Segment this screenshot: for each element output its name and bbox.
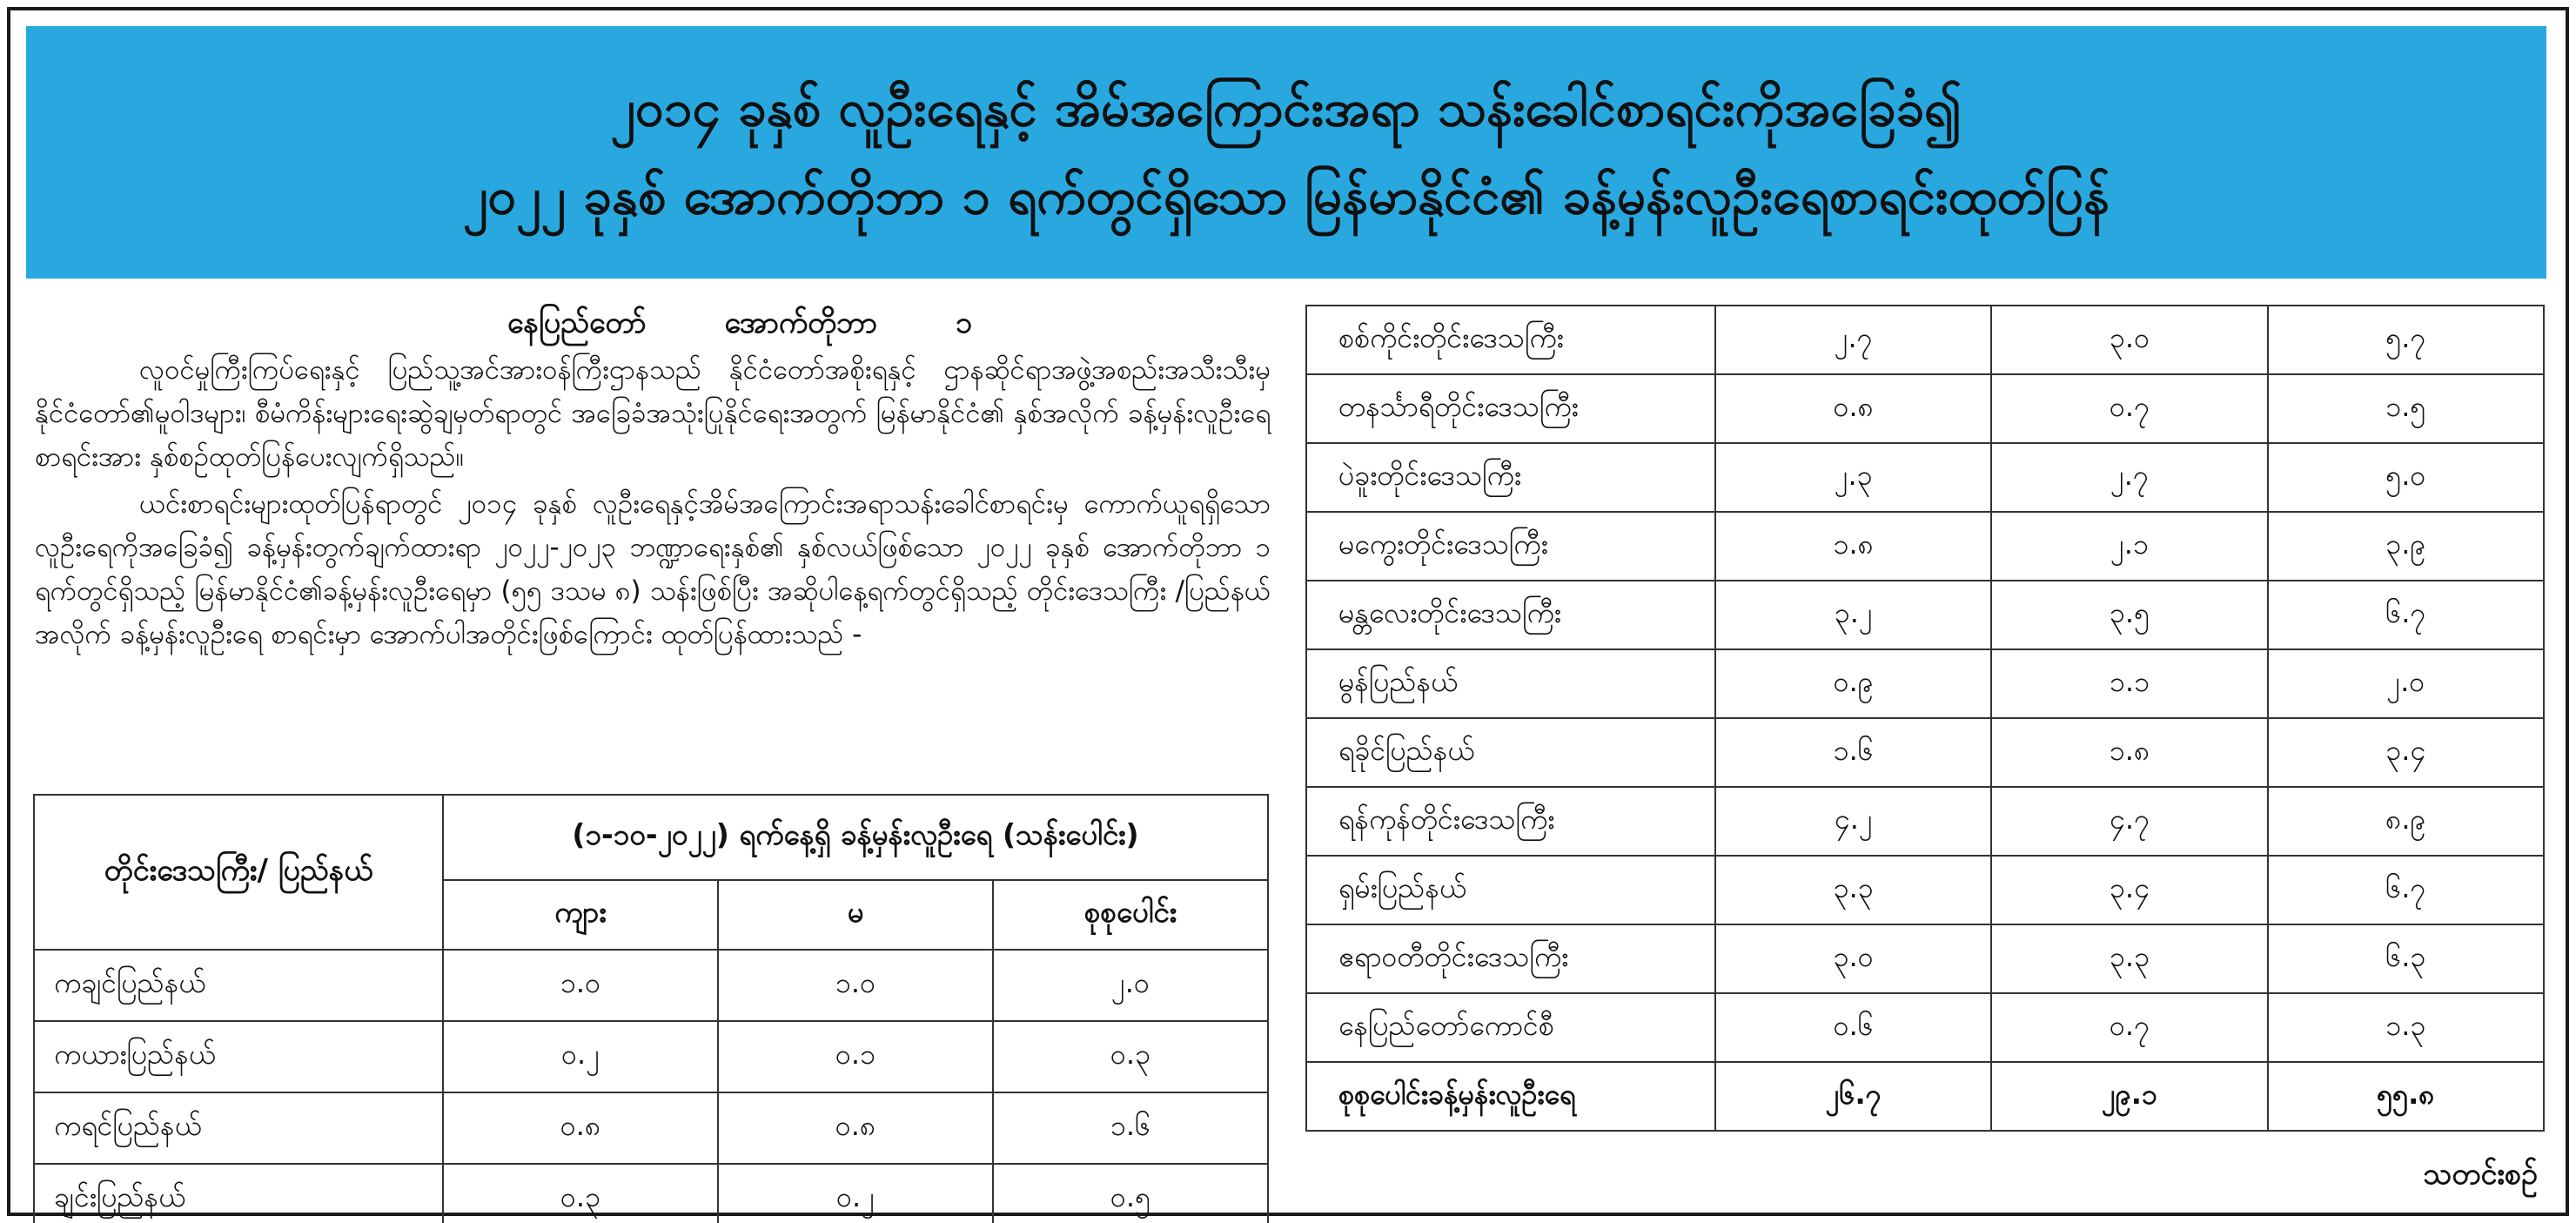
female-value: ၂.၇ bbox=[1991, 443, 2267, 512]
female-value: ၃.၀ bbox=[1991, 306, 2267, 374]
female-column-header: မ bbox=[718, 880, 993, 950]
male-value: ၁.၆ bbox=[1715, 718, 1991, 787]
total-row bbox=[1306, 1062, 2544, 1131]
table-row bbox=[1306, 787, 2544, 856]
byline: သတင်းစဉ် bbox=[2423, 1157, 2538, 1192]
region-name: ဧရာဝတီတိုင်းဒေသကြီး bbox=[1306, 924, 1715, 993]
region-name: ပဲခူးတိုင်းဒေသကြီး bbox=[1306, 443, 1715, 512]
table-row bbox=[1306, 649, 2544, 718]
male-value: ၂.၃ bbox=[1715, 443, 1991, 512]
total-male-value: ၂၆.၇ bbox=[1715, 1062, 1991, 1131]
total-value: ၃.၄ bbox=[2268, 718, 2544, 787]
dateline bbox=[35, 305, 1271, 345]
total-value: ၈.၉ bbox=[2268, 787, 2544, 856]
female-value: ၃.၄ bbox=[1991, 856, 2267, 924]
dateline-place: နေပြည်တော် bbox=[506, 305, 647, 340]
female-value: ၃.၅ bbox=[1991, 581, 2267, 649]
table-row bbox=[1306, 924, 2544, 993]
total-value: ၅.၀ bbox=[2268, 443, 2544, 512]
region-column-header: တိုင်းဒေသကြီး/ ပြည်နယ် bbox=[34, 795, 443, 950]
region-name: ကချင်ပြည်နယ် bbox=[34, 950, 443, 1021]
female-value: ၁.၁ bbox=[1991, 649, 2267, 718]
male-value: ၀.၈ bbox=[443, 1092, 718, 1164]
table-row bbox=[1306, 581, 2544, 649]
male-column-header: ကျား bbox=[443, 880, 718, 950]
region-name: မန္တလေးတိုင်းဒေသကြီး bbox=[1306, 581, 1715, 649]
region-name: ကယားပြည်နယ် bbox=[34, 1021, 443, 1092]
female-value: ၀.၇ bbox=[1991, 993, 2267, 1062]
table-header-row bbox=[34, 795, 1268, 880]
table-row bbox=[1306, 993, 2544, 1062]
table-row bbox=[1306, 512, 2544, 581]
male-value: ၁.၀ bbox=[443, 950, 718, 1021]
grand-total-value: ၅၅.၈ bbox=[2268, 1062, 2544, 1131]
female-value: ၁.၀ bbox=[718, 950, 993, 1021]
female-value: ၄.၇ bbox=[1991, 787, 2267, 856]
region-name: မကွေးတိုင်းဒေသကြီး bbox=[1306, 512, 1715, 581]
total-value: ၂.၀ bbox=[2268, 649, 2544, 718]
region-name: နေပြည်တော်ကောင်စီ bbox=[1306, 993, 1715, 1062]
region-name: မွန်ပြည်နယ် bbox=[1306, 649, 1715, 718]
paragraph-2: ယင်းစာရင်းများထုတ်ပြန်ရာတွင် ၂၀၁၄ ခုနှစ် လူဦးရေနှင့်အိမ်အကြောင်းအရာသန်းခေါင်စာရင်းမှ ကောက်ယူရရှိသော လူဦးရေကိုအခြေခံ၍ ခန့်မှန်းတွက်ချက်ထားရာ ၂၀၂၂-၂၀၂၃ ဘဏ္ဍာရေးနှစ်၏ နှစ်လယ်ဖြစ်သော ၂၀၂၂ ခုနှစ် အောက်တိုဘာ ၁ ရက်တွင်ရှိသည့် မြန်မာနိုင်ငံ၏ခန့်မှန်းလူဦးရေမှာ (၅၅ ဒသမ ၈) သန်းဖြစ်ပြီး အဆိုပါနေ့ရက်တွင်ရှိသည့် တိုင်းဒေသကြီး /ပြည်နယ်အလိုက် ခန့်မှန်းလူဦးရေ စာရင်းမှာ အောက်ပါအတိုင်းဖြစ်ကြောင်း ထုတ်ပြန်ထားသည် - bbox=[35, 488, 1271, 650]
paragraph-1: လူဝင်မှုကြီးကြပ်ရေးနှင့် ပြည်သူ့အင်အားဝန်ကြီးဌာနသည် နိုင်ငံတော်အစိုးရနှင့် ဌာနဆိုင်ရာအဖွဲ့အစည်းအသီးသီးမှ နိုင်ငံတော်၏မူဝါဒများ၊ စီမံကိန်းများရေးဆွဲချမှတ်ရာတွင် အခြေခံအသုံးပြုနိုင်ရေးအတွက် မြန်မာနိုင်ငံ၏ နှစ်အလိုက် ခန့်မှန်းလူဦးရေစာရင်းအား နှစ်စဉ်ထုတ်ပြန်ပေးလျက်ရှိသည်။ bbox=[35, 354, 1271, 473]
region-name: ချင်းပြည်နယ် bbox=[34, 1164, 443, 1223]
male-value: ၂.၇ bbox=[1715, 306, 1991, 374]
female-value: ၂.၁ bbox=[1991, 512, 2267, 581]
total-value: ၆.၇ bbox=[2268, 581, 2544, 649]
table-row bbox=[1306, 856, 2544, 924]
male-value: ၀.၈ bbox=[1715, 374, 1991, 443]
female-value: ၀.၂ bbox=[718, 1164, 993, 1223]
total-value: ၁.၃ bbox=[2268, 993, 2544, 1062]
total-female-value: ၂၉.၁ bbox=[1991, 1062, 2267, 1131]
total-value: ၆.၇ bbox=[2268, 856, 2544, 924]
male-value: ၃.၀ bbox=[1715, 924, 1991, 993]
headline-banner bbox=[26, 26, 2546, 279]
female-value: ၀.၁ bbox=[718, 1021, 993, 1092]
table-row bbox=[34, 1092, 1268, 1164]
total-value: ၀.၅ bbox=[993, 1164, 1268, 1223]
region-name: ရခိုင်ပြည်နယ် bbox=[1306, 718, 1715, 787]
dateline-month: အောက်တိုဘာ bbox=[724, 305, 877, 340]
total-value: ၁.၆ bbox=[993, 1092, 1268, 1164]
table-row bbox=[34, 950, 1268, 1021]
male-value: ၀.၃ bbox=[443, 1164, 718, 1223]
male-value: ၀.၉ bbox=[1715, 649, 1991, 718]
headline-line-1: ၂၀၁၄ ခုနှစ် လူဦးရေနှင့် အိမ်အကြောင်းအရာ သန်းခေါင်စာရင်းကိုအခြေခံ၍ bbox=[610, 78, 1962, 138]
table-row bbox=[34, 1164, 1268, 1223]
male-value: ၃.၂ bbox=[1715, 581, 1991, 649]
region-name: ကရင်ပြည်နယ် bbox=[34, 1092, 443, 1164]
female-value: ၀.၈ bbox=[718, 1092, 993, 1164]
total-value: ၁.၅ bbox=[2268, 374, 2544, 443]
male-value: ၁.၈ bbox=[1715, 512, 1991, 581]
total-column-header: စုစုပေါင်း bbox=[993, 880, 1268, 950]
total-value: ၆.၃ bbox=[2268, 924, 2544, 993]
female-value: ၃.၃ bbox=[1991, 924, 2267, 993]
table-row bbox=[1306, 443, 2544, 512]
population-table-left bbox=[33, 794, 1269, 1223]
male-value: ၀.၆ bbox=[1715, 993, 1991, 1062]
male-value: ၀.၂ bbox=[443, 1021, 718, 1092]
table-row bbox=[34, 1021, 1268, 1092]
female-value: ၁.၈ bbox=[1991, 718, 2267, 787]
population-group-header: (၁-၁၀-၂၀၂၂) ရက်နေ့ရှိ ခန့်မှန်းလူဦးရေ (သန်းပေါင်း) bbox=[443, 795, 1268, 880]
male-value: ၃.၃ bbox=[1715, 856, 1991, 924]
table-row bbox=[1306, 718, 2544, 787]
region-name: ရန်ကုန်တိုင်းဒေသကြီး bbox=[1306, 787, 1715, 856]
total-value: ၃.၉ bbox=[2268, 512, 2544, 581]
total-value: ၀.၃ bbox=[993, 1021, 1268, 1092]
table-row bbox=[1306, 374, 2544, 443]
region-name: စစ်ကိုင်းတိုင်းဒေသကြီး bbox=[1306, 306, 1715, 374]
headline-line-2: ၂၀၂၂ ခုနှစ် အောက်တိုဘာ ၁ ရက်တွင်ရှိသော မြန်မာနိုင်ငံ၏ ခန့်မှန်းလူဦးရေစာရင်းထုတ်ပြန် bbox=[463, 166, 2110, 225]
population-table-right bbox=[1305, 305, 2545, 1132]
article-body bbox=[35, 305, 1271, 656]
total-row-label: စုစုပေါင်းခန့်မှန်းလူဦးရေ bbox=[1306, 1062, 1715, 1131]
dateline-day: ၁ bbox=[955, 305, 973, 340]
region-name: ရှမ်းပြည်နယ် bbox=[1306, 856, 1715, 924]
total-value: ၂.၀ bbox=[993, 950, 1268, 1021]
table-row bbox=[1306, 306, 2544, 374]
region-name: တနင်္သာရီတိုင်းဒေသကြီး bbox=[1306, 374, 1715, 443]
total-value: ၅.၇ bbox=[2268, 306, 2544, 374]
female-value: ၀.၇ bbox=[1991, 374, 2267, 443]
male-value: ၄.၂ bbox=[1715, 787, 1991, 856]
